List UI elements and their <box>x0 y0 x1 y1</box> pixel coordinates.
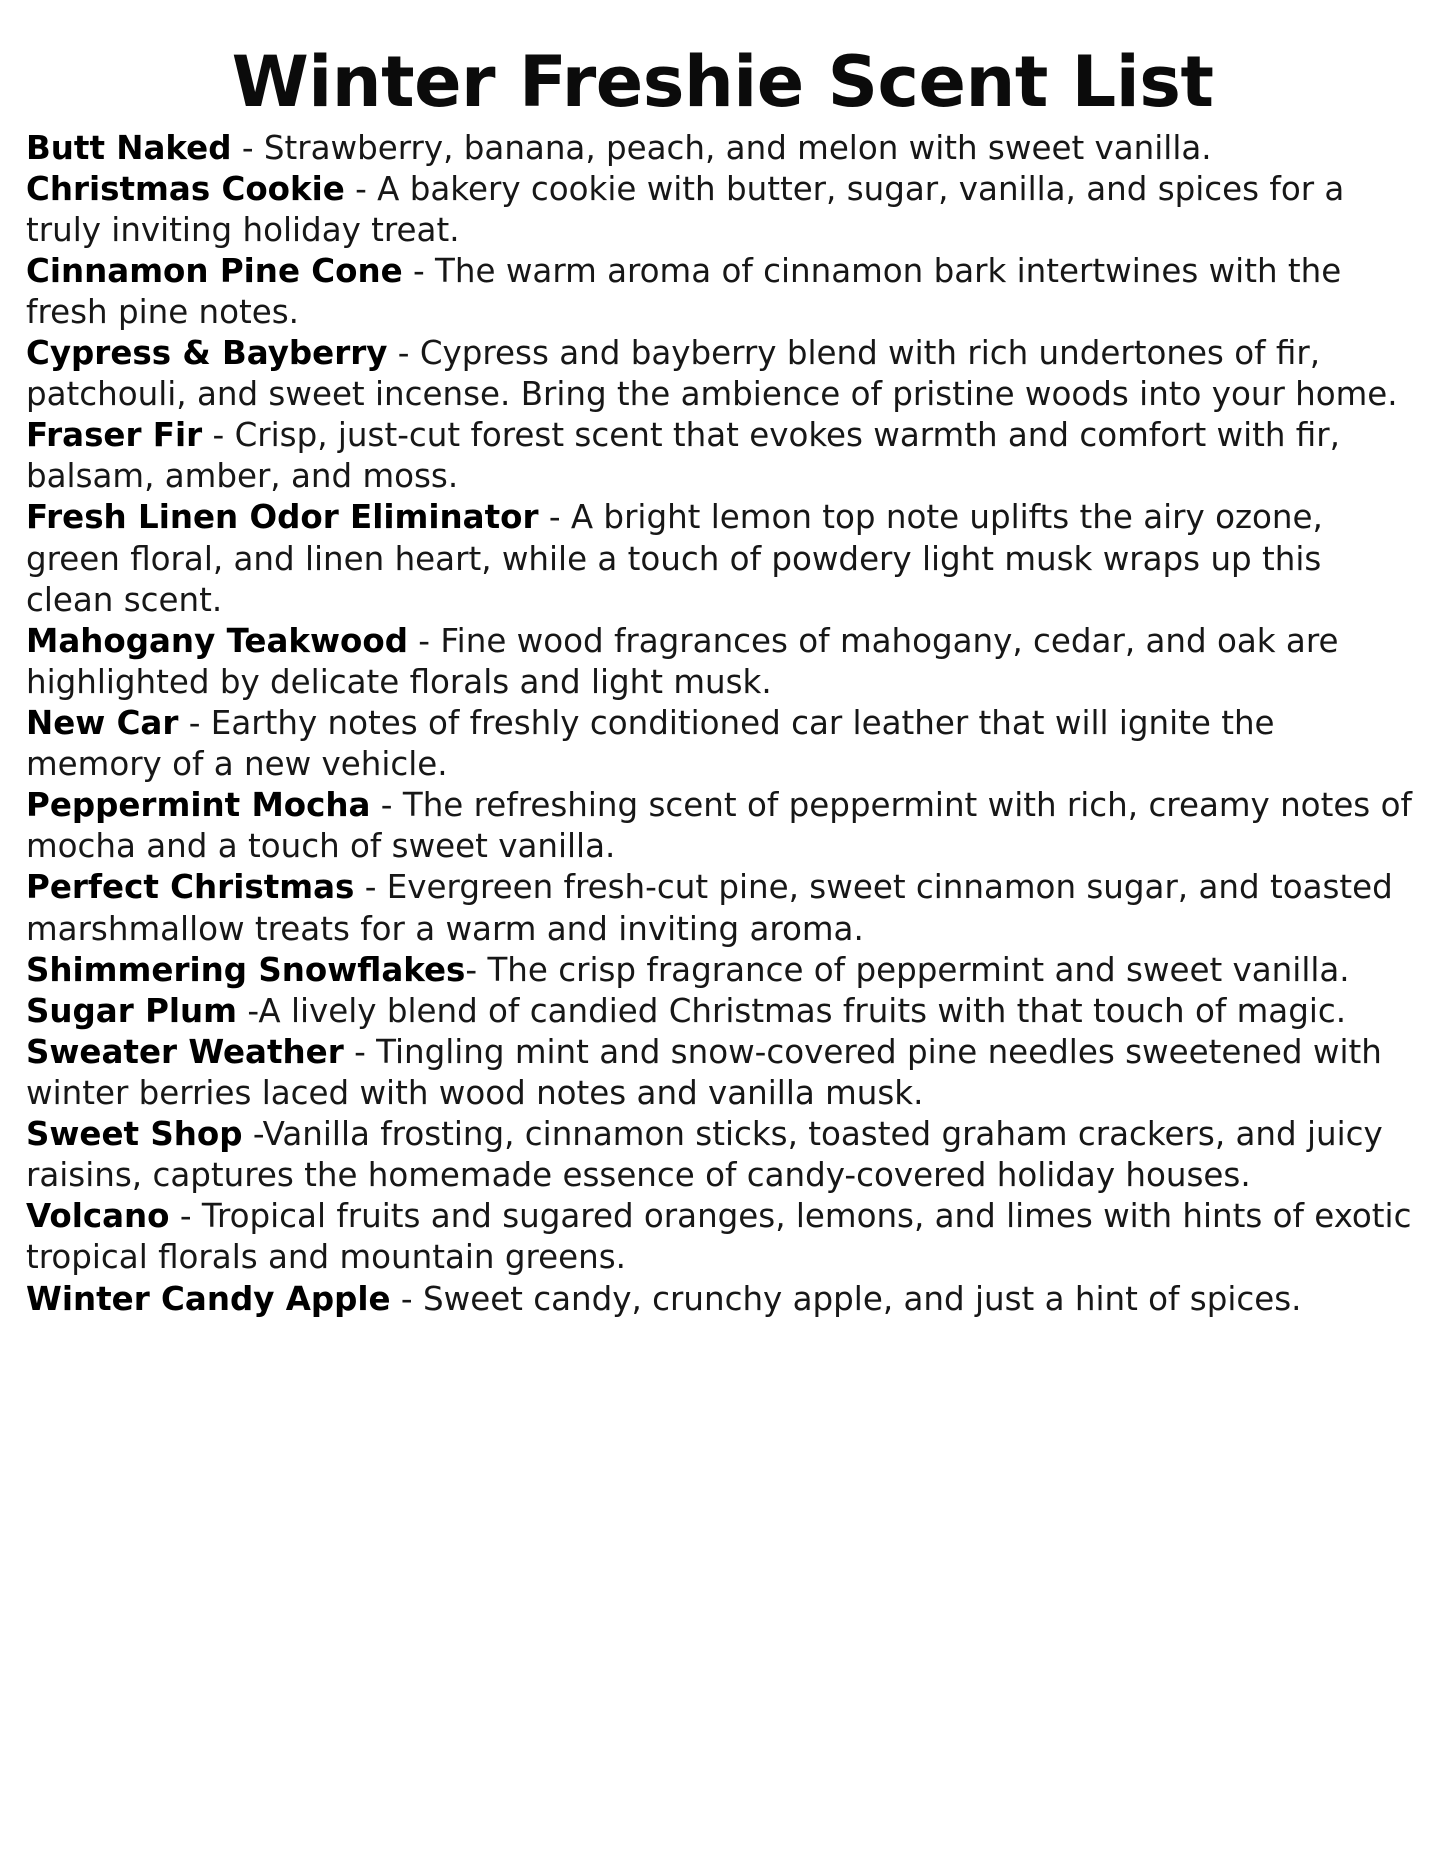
scent-name: Sugar Plum <box>26 991 238 1030</box>
scent-name: Winter Candy Apple <box>26 1279 391 1318</box>
scent-name: Sweet Shop <box>26 1115 243 1154</box>
scent-description: - A bakery cookie with butter, sugar, vanilla, and spices for a truly inviting holiday treat. <box>26 169 1345 249</box>
scent-description: -Vanilla frosting, cinnamon sticks, toasted graham crackers, and juicy raisins, captures the homemade essence of candy-covered holiday houses. <box>26 1115 1383 1195</box>
list-item <box>26 1114 1419 1196</box>
list-item <box>26 128 1419 169</box>
list-item <box>26 621 1419 703</box>
list-item <box>26 991 1419 1032</box>
list-item <box>26 1196 1419 1278</box>
scent-description: - Tropical fruits and sugared oranges, lemons, and limes with hints of exotic tropical florals and mountain greens. <box>26 1197 1412 1277</box>
list-item <box>26 169 1419 251</box>
scent-description: - The warm aroma of cinnamon bark intertwines with the fresh pine notes. <box>26 251 1342 331</box>
list-item <box>26 950 1419 991</box>
list-item <box>26 415 1419 497</box>
list-item <box>26 1032 1419 1114</box>
scent-description: - The refreshing scent of peppermint with rich, creamy notes of mocha and a touch of sweet vanilla. <box>26 786 1412 866</box>
scent-description: - Crisp, just-cut forest scent that evokes warmth and comfort with fir, balsam, amber, and moss. <box>26 416 1340 496</box>
list-item <box>26 1279 1419 1320</box>
scent-description: - Tingling mint and snow-covered pine needles sweetened with winter berries laced with wood notes and vanilla musk. <box>26 1032 1382 1113</box>
list-item <box>26 251 1419 333</box>
scent-name: Christmas Cookie <box>26 169 345 208</box>
scent-name: Fraser Fir <box>26 416 203 455</box>
scent-name: Shimmering Snowflakes <box>26 950 466 989</box>
list-item <box>26 703 1419 785</box>
scent-description: - Fine wood fragrances of mahogany, cedar, and oak are highlighted by delicate florals and light musk. <box>26 621 1339 701</box>
scent-name: Cypress & Bayberry <box>26 334 388 373</box>
scent-name: Cinnamon Pine Cone <box>26 251 403 290</box>
scent-description: - A bright lemon top note uplifts the airy ozone, green floral, and linen heart, while a touch of powdery light musk wraps up this clean scent. <box>26 498 1323 619</box>
scent-description: - Strawberry, banana, peach, and melon with sweet vanilla. <box>231 128 1212 167</box>
scent-description: - Evergreen fresh-cut pine, sweet cinnamon sugar, and toasted marshmallow treats for a warm and inviting aroma. <box>26 868 1393 948</box>
scent-name: New Car <box>26 704 179 743</box>
scent-name: Peppermint Mocha <box>26 786 371 825</box>
list-item <box>26 333 1419 415</box>
scent-name: Volcano <box>26 1197 170 1236</box>
scent-name: Fresh Linen Odor Eliminator <box>26 498 539 537</box>
page-title: Winter Freshie Scent List <box>231 41 1214 123</box>
list-item <box>26 785 1419 867</box>
list-item <box>26 867 1419 949</box>
scent-name: Perfect Christmas <box>26 868 355 907</box>
scent-name: Butt Naked <box>26 128 232 167</box>
scent-description: - Earthy notes of freshly conditioned car leather that will ignite the memory of a new vehicle. <box>26 704 1275 784</box>
scent-name: Sweater Weather <box>26 1032 344 1071</box>
scent-name: Mahogany Teakwood <box>26 621 408 660</box>
scent-description: - Cypress and bayberry blend with rich undertones of fir, patchouli, and sweet incense. Bring the ambience of pristine woods into your home. <box>26 334 1398 414</box>
scent-description: -A lively blend of candied Christmas fruits with that touch of magic. <box>237 991 1347 1030</box>
scent-description: - Sweet candy, crunchy apple, and just a hint of spices. <box>390 1279 1302 1318</box>
scent-list <box>26 128 1419 1320</box>
scent-description: - The crisp fragrance of peppermint and sweet vanilla. <box>465 950 1350 989</box>
list-item <box>26 497 1419 620</box>
